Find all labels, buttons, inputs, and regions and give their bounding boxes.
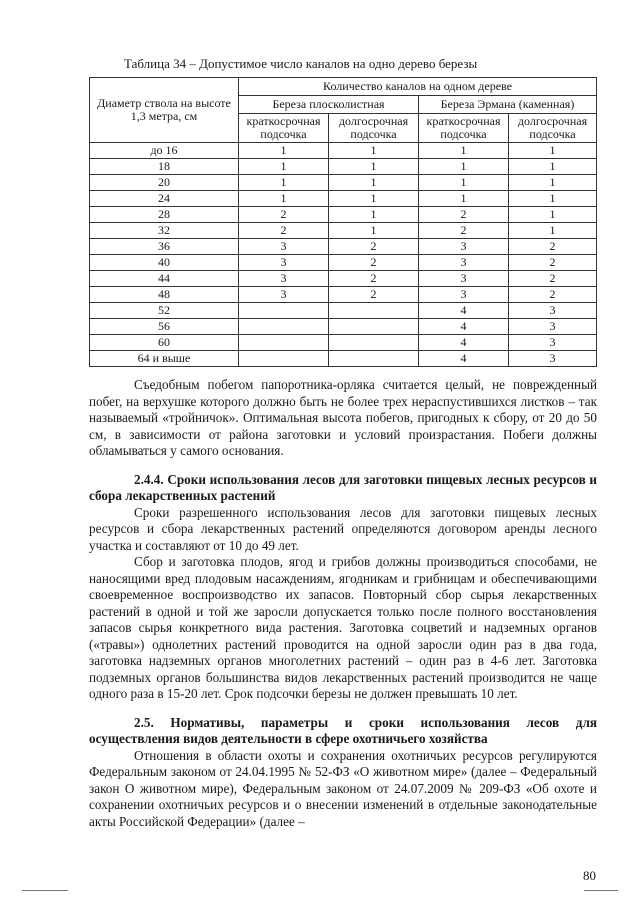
cell-short-term-1: 3 [239,271,329,287]
row-diameter: 28 [90,207,239,223]
cell-long-term-1: 2 [329,287,419,303]
cell-short-term-1: 2 [239,207,329,223]
cell-short-term-1: 3 [239,239,329,255]
cell-short-term-1 [239,335,329,351]
table-body [90,143,597,367]
cell-long-term-1: 2 [329,271,419,287]
paragraph-2-5-hunting: Отношения в области охоты и сохранения охотничьих ресурсов регулируются Федеральным законом от 24.04.1995 № 52-ФЗ «О животном мире» (далее – Федеральный закон О животном мире), Федеральным законом от 24.07.2009 № 209-ФЗ «Об охоте и сохранении охотничьих ресурсов и о внесении изменений в отдельные законодательные акты Российской Федерации» (далее – [89,747,597,829]
cell-long-term-2: 2 [509,287,597,303]
cell-long-term-2: 3 [509,303,597,319]
row-diameter: 40 [90,255,239,271]
cell-short-term-1: 1 [239,191,329,207]
cell-short-term-1 [239,319,329,335]
cell-short-term-1: 3 [239,255,329,271]
table-row [90,351,597,367]
cell-short-term-2: 2 [419,207,509,223]
cell-short-term-2: 1 [419,143,509,159]
cell-long-term-2: 1 [509,143,597,159]
col-header-short-term-2: краткосрочная подсочка [419,114,509,143]
row-diameter: 18 [90,159,239,175]
table-row [90,303,597,319]
cell-long-term-1 [329,303,419,319]
cell-short-term-2: 1 [419,191,509,207]
cell-long-term-2: 2 [509,239,597,255]
cell-long-term-1: 2 [329,239,419,255]
col-header-long-term-1: долгосрочная подсочка [329,114,419,143]
footer-rule-right [584,890,618,891]
table-row [90,207,597,223]
cell-short-term-1: 1 [239,175,329,191]
section-heading-2-5: 2.5. Нормативы, параметры и сроки использования лесов для осуществления видов деятельности в сфере охотничьего хозяйства [89,714,597,746]
row-diameter: 20 [90,175,239,191]
footer-rule-left [22,890,68,891]
cell-short-term-2: 3 [419,287,509,303]
cell-short-term-2: 4 [419,351,509,367]
cell-long-term-2: 1 [509,159,597,175]
col-header-long-term-2: долгосрочная подсочка [509,114,597,143]
cell-long-term-2: 3 [509,319,597,335]
row-diameter: 36 [90,239,239,255]
row-diameter: 32 [90,223,239,239]
cell-short-term-1 [239,351,329,367]
page-number: 80 [583,868,596,883]
cell-long-term-1 [329,319,419,335]
cell-long-term-2: 2 [509,271,597,287]
cell-long-term-2: 1 [509,191,597,207]
cell-short-term-1: 1 [239,143,329,159]
row-diameter: 52 [90,303,239,319]
table-row [90,255,597,271]
cell-short-term-1: 1 [239,159,329,175]
cell-short-term-2: 4 [419,335,509,351]
cell-short-term-2: 1 [419,159,509,175]
cell-long-term-2: 1 [509,207,597,223]
table-row [90,159,597,175]
body-text [89,377,597,830]
cell-short-term-2: 4 [419,319,509,335]
col-header-short-term-1: краткосрочная подсочка [239,114,329,143]
cell-short-term-1: 3 [239,287,329,303]
cell-short-term-2: 3 [419,239,509,255]
col-header-group: Количество каналов на одном дереве [239,78,597,96]
paragraph-2-4-4-collection: Сбор и заготовка плодов, ягод и грибов должны производиться способами, не наносящими вред плодовым насаждениям, ягодникам и грибницам и обеспечивающими своевременное воспроизводство их запасов. Повторный сбор сырья лекарственных растений в одной и той же заросли допускается только после полного восстановления запасов сырья конкретного вида растения. Заготовка соцветий и надземных органов («травы») однолетних растений проводится на одной заросли один раз в два года, заготовка надземных органов многолетних растений – один раз в 4-6 лет. Заготовка подземных органов большинства видов лекарственных растений производится не чаще одного раза в 15-20 лет. Срок подсочки березы не должен превышать 10 лет. [89,554,597,701]
cell-long-term-1: 2 [329,255,419,271]
row-diameter: 44 [90,271,239,287]
paragraph-2-4-4-terms: Сроки разрешенного использования лесов для заготовки пищевых лесных ресурсов и сбора лекарственных растений определяются договором аренды лесного участка и составляют от 10 до 49 лет. [89,504,597,553]
cell-short-term-2: 4 [419,303,509,319]
table-row [90,143,597,159]
row-diameter: 48 [90,287,239,303]
paragraph-fern: Съедобным побегом папоротника-орляка считается целый, не поврежденный побег, на верхушке которого должно быть не более трех нераспустившихся листков – так называемый «тройничок». Оптимальная высота побегов, пригодных к сбору, от 20 до 50 см, в зависимости от района заготовки и условий произрастания. Побеги должны обламываться у самого основания. [89,377,597,458]
cell-short-term-1: 2 [239,223,329,239]
cell-long-term-1: 1 [329,159,419,175]
col-header-species-1: Береза плосколистная [239,96,419,114]
tapping-channels-table [89,77,597,367]
col-header-species-2: Береза Эрмана (каменная) [419,96,597,114]
col-header-diameter: Диаметр ствола на высоте 1,3 метра, см [90,78,239,143]
cell-long-term-1: 1 [329,207,419,223]
row-diameter: до 16 [90,143,239,159]
cell-long-term-1 [329,335,419,351]
table-row [90,223,597,239]
cell-long-term-1: 1 [329,143,419,159]
section-heading-2-4-4: 2.4.4. Сроки использования лесов для заготовки пищевых лесных ресурсов и сбора лекарственных растений [89,471,597,503]
cell-long-term-2: 1 [509,223,597,239]
cell-short-term-2: 3 [419,255,509,271]
cell-long-term-2: 1 [509,175,597,191]
table-row [90,335,597,351]
row-diameter: 56 [90,319,239,335]
row-diameter: 64 и выше [90,351,239,367]
table-row [90,239,597,255]
table-row [90,319,597,335]
cell-long-term-1: 1 [329,223,419,239]
cell-long-term-2: 3 [509,335,597,351]
table-caption: Таблица 34 – Допустимое число каналов на одно дерево березы [124,56,478,71]
cell-long-term-2: 3 [509,351,597,367]
cell-short-term-1 [239,303,329,319]
cell-short-term-2: 1 [419,175,509,191]
row-diameter: 24 [90,191,239,207]
cell-short-term-2: 3 [419,271,509,287]
row-diameter: 60 [90,335,239,351]
table-row [90,287,597,303]
table-row [90,175,597,191]
cell-long-term-1: 1 [329,175,419,191]
cell-long-term-1 [329,351,419,367]
cell-long-term-2: 2 [509,255,597,271]
table-row [90,271,597,287]
cell-short-term-2: 2 [419,223,509,239]
cell-long-term-1: 1 [329,191,419,207]
table-row [90,191,597,207]
